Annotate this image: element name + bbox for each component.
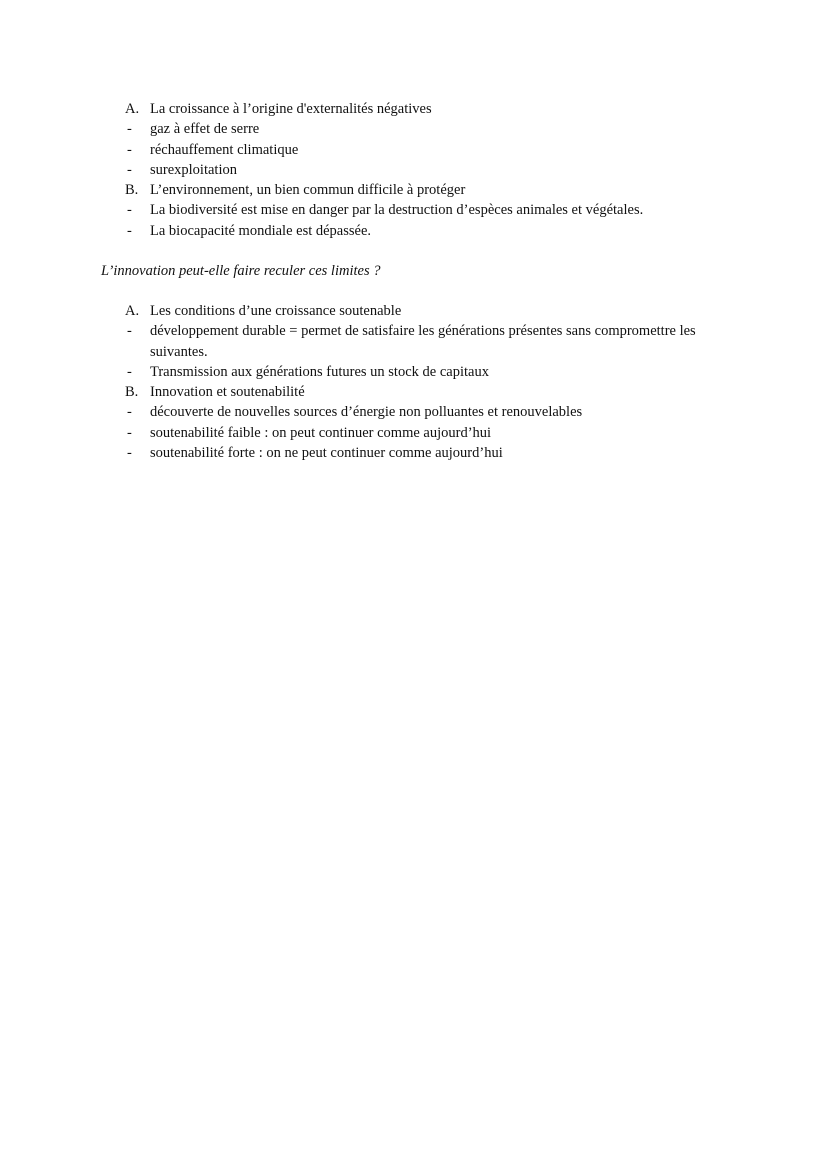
list-marker: -: [127, 445, 132, 462]
list-item: [0, 402, 828, 422]
list-marker: B.: [125, 182, 139, 199]
list-item-text: développement durable = permet de satisfaire les générations présentes sans compromettre les: [150, 323, 696, 340]
list-marker: -: [127, 161, 132, 178]
section-heading: L’innovation peut-elle faire reculer ces limites ?: [101, 263, 381, 279]
list-marker: -: [127, 424, 132, 441]
list-item: [0, 423, 828, 443]
list-marker: -: [127, 141, 132, 158]
list-marker: -: [127, 404, 132, 421]
list-marker: -: [127, 202, 132, 219]
list-item-text: découverte de nouvelles sources d’énergie non polluantes et renouvelables: [150, 404, 583, 421]
list-item: [0, 140, 828, 160]
list-marker: B.: [125, 384, 139, 401]
section-innovation: [0, 301, 828, 463]
list-item-text: soutenabilité faible : on peut continuer comme aujourd’hui: [150, 424, 492, 441]
list-marker: A.: [125, 303, 140, 319]
list-marker: -: [127, 222, 132, 239]
list-item: [0, 200, 828, 220]
list-item-text: Transmission aux générations futures un stock de capitaux: [150, 363, 489, 380]
list-item: [0, 301, 828, 321]
list-item-text: suivantes.: [150, 343, 208, 360]
list-item: [0, 443, 828, 463]
list-item: [0, 180, 828, 200]
list-marker: -: [127, 121, 132, 138]
list-item: [0, 99, 828, 119]
list-item: [0, 119, 828, 139]
list-item: [0, 362, 828, 382]
section-externalities: [0, 99, 828, 241]
list-item: [0, 160, 828, 180]
list-marker: A.: [125, 101, 140, 117]
list-marker: -: [127, 323, 132, 340]
list-item-text: La croissance à l’origine d'externalités négatives: [150, 101, 432, 117]
list-item-text: La biocapacité mondiale est dépassée.: [150, 222, 372, 239]
list-item: [0, 221, 828, 241]
list-item-text: surexploitation: [150, 161, 237, 178]
list-item-text: L’environnement, un bien commun difficile à protéger: [150, 182, 466, 199]
list-marker: -: [127, 363, 132, 380]
list-item-text: gaz à effet de serre: [150, 121, 260, 138]
list-item: [0, 382, 828, 402]
list-item-continuation: [0, 342, 828, 362]
list-item-text: Les conditions d’une croissance soutenable: [150, 303, 402, 319]
list-item-text: réchauffement climatique: [150, 141, 299, 158]
list-item-text: Innovation et soutenabilité: [150, 384, 305, 401]
list-item-text: La biodiversité est mise en danger par la destruction d’espèces animales et végétales.: [150, 202, 644, 219]
list-item: [0, 321, 828, 341]
list-item-text: soutenabilité forte : on ne peut continuer comme aujourd’hui: [150, 445, 503, 462]
